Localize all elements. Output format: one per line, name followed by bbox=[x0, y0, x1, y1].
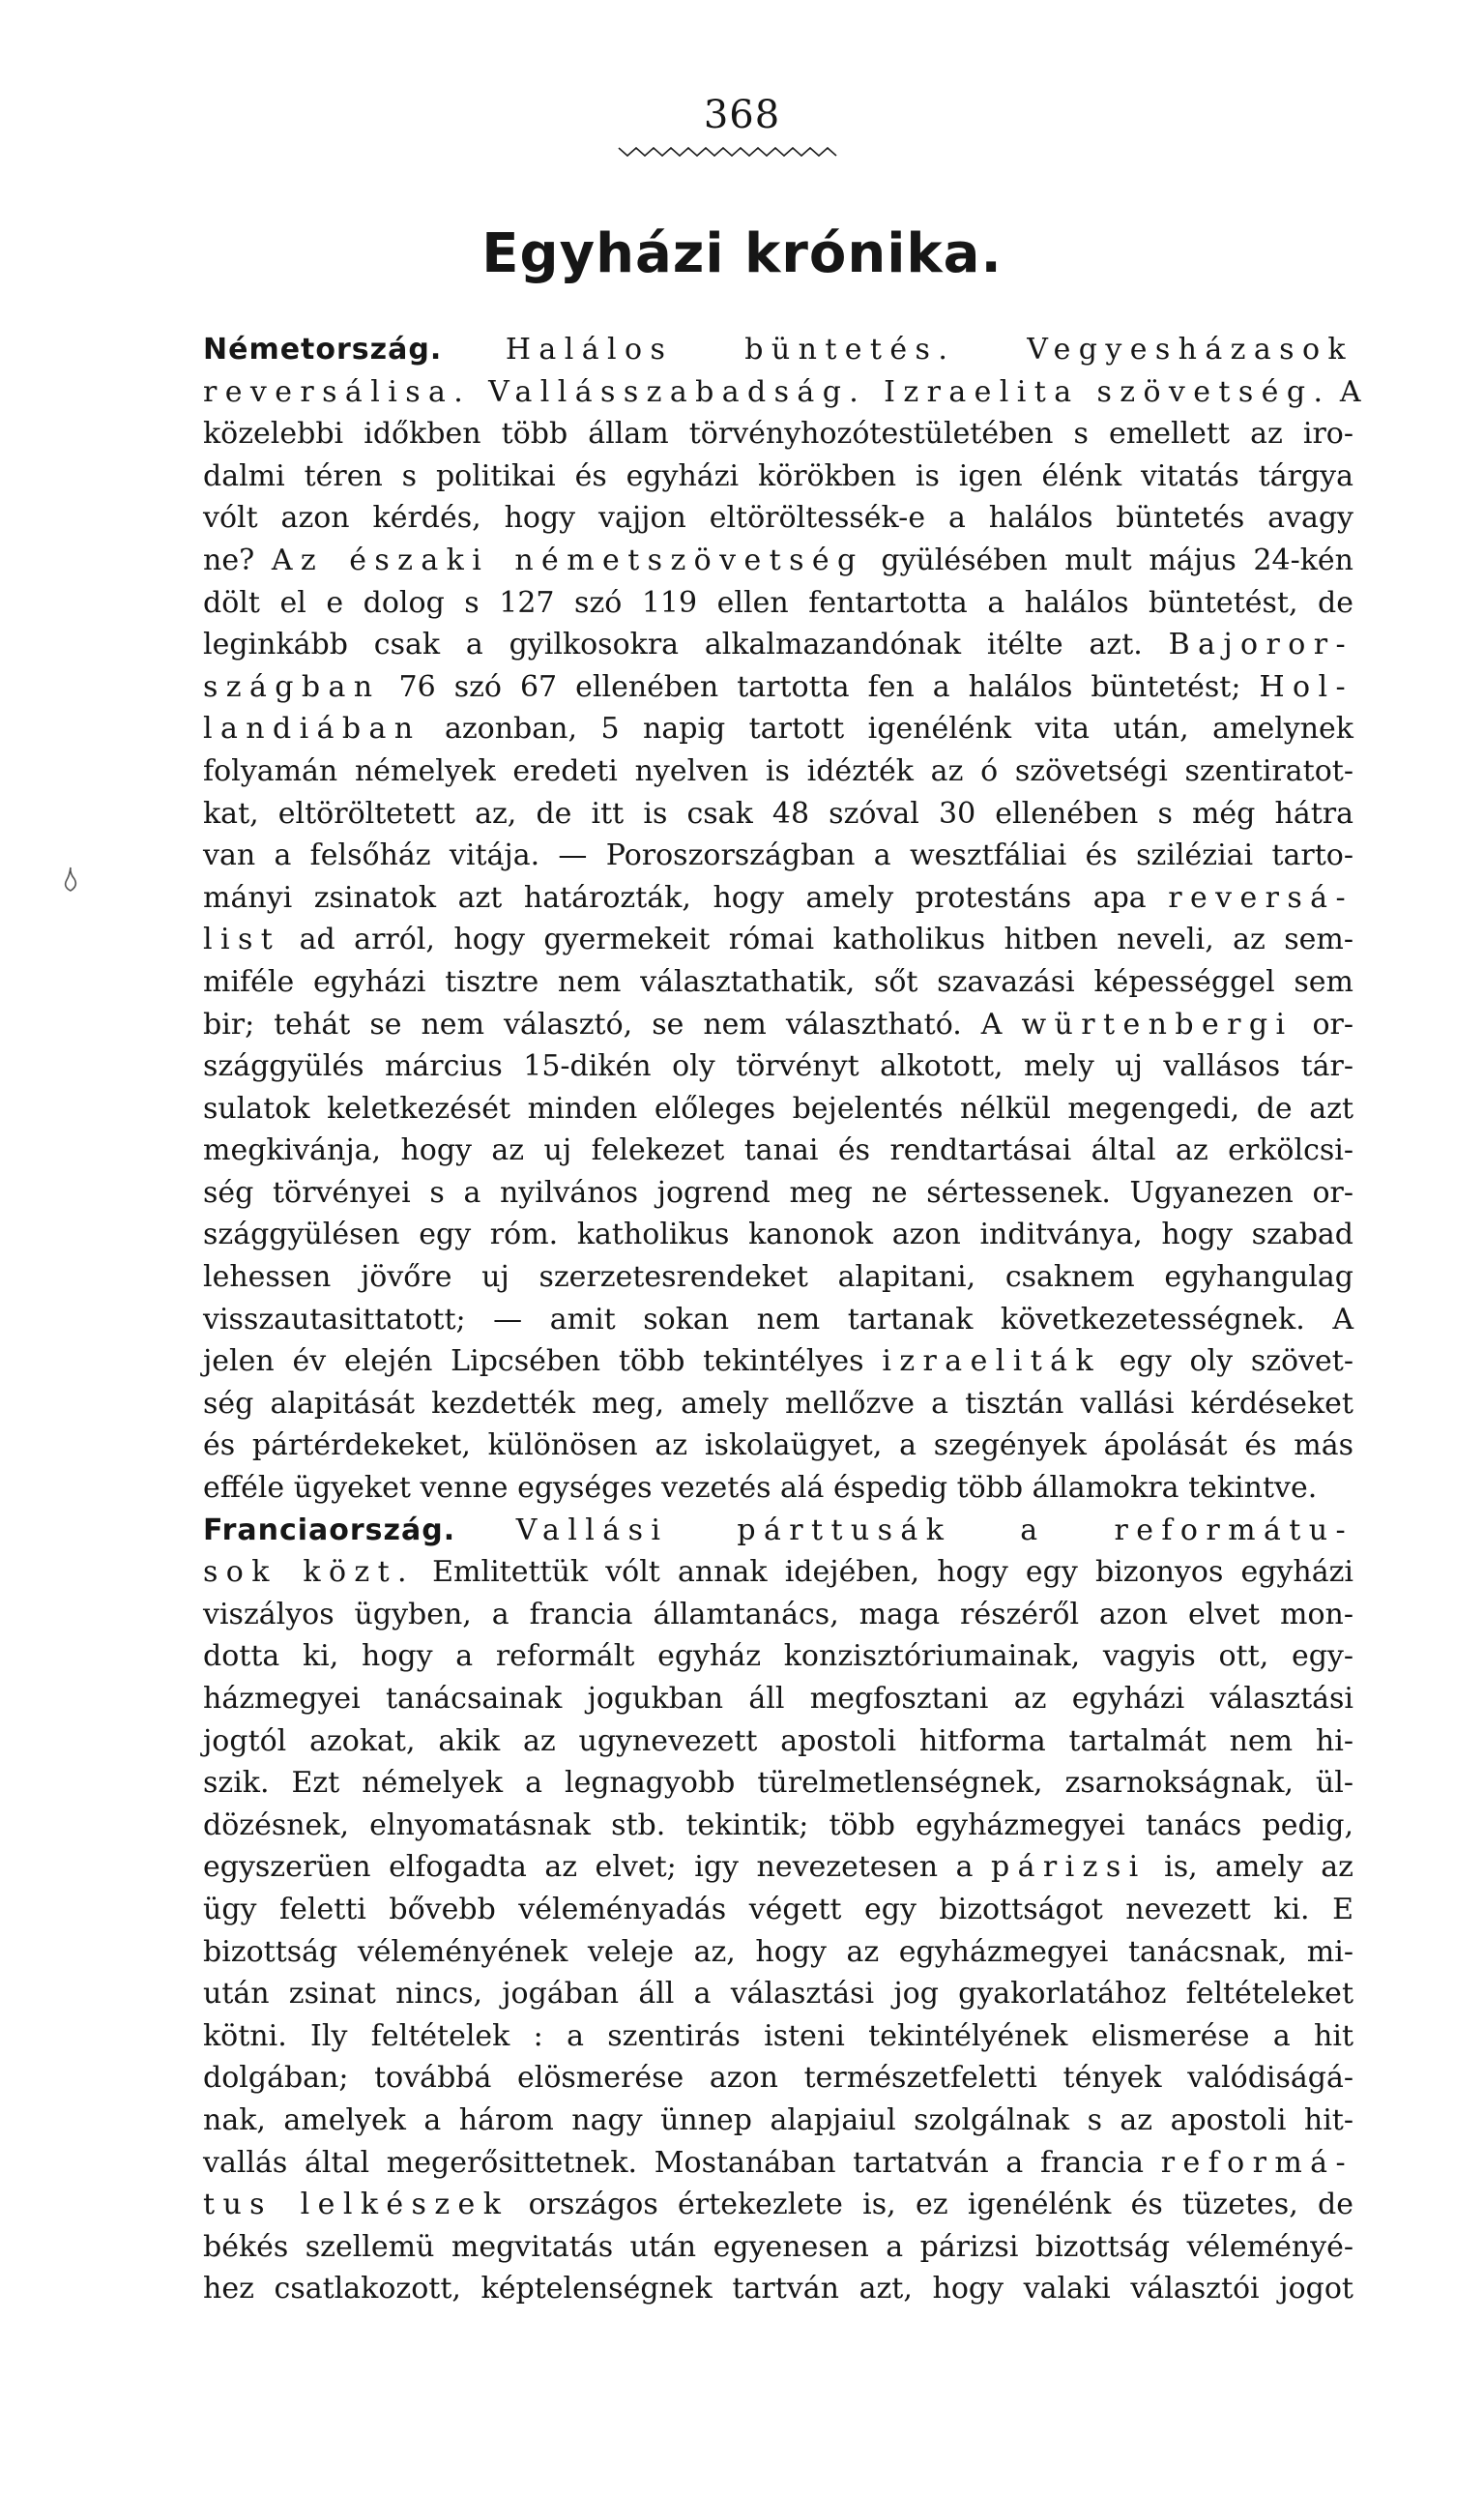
text-line bbox=[203, 1594, 1353, 1636]
text-run: lehessen jövőre uj szerzetesrendeket alapitani, csaknem egyhangulag bbox=[203, 1260, 1353, 1295]
text-line bbox=[203, 1004, 1353, 1046]
text-line bbox=[203, 666, 1353, 709]
spaced-emphasis: reformá- bbox=[1160, 2145, 1353, 2180]
text-run: sulatok keletkezését minden előleges bejelentés nélkül megengedi, de azt bbox=[203, 1091, 1353, 1126]
text-run: van a felsőház vitája. — Poroszországban a wesztfáliai és sziléziai tarto- bbox=[203, 838, 1353, 873]
spaced-emphasis: landiában bbox=[203, 712, 422, 747]
text-line bbox=[203, 624, 1353, 666]
text-run: egy oly szövet- bbox=[1101, 1344, 1353, 1379]
text-run: után zsinat nincs, jogában áll a választási jog gyakorlatához feltételeket bbox=[203, 1977, 1353, 2012]
text-run: dolgában; továbbá elösmerése azon természetfeletti tények valódiságá- bbox=[203, 2061, 1353, 2096]
text-run: kötni. Ily feltételek : a szentirás isteni tekintélyének elismerése a hit bbox=[203, 2018, 1353, 2053]
text-line bbox=[203, 497, 1353, 540]
text-run: és pártérdekeket, különösen az iskolaügyet, a szegények ápolását és más bbox=[203, 1428, 1353, 1463]
spaced-emphasis: szágban bbox=[203, 669, 381, 704]
spaced-emphasis: párizsi bbox=[991, 1850, 1147, 1885]
spaced-emphasis: Vallási párttusák a reformátu- bbox=[515, 1513, 1353, 1547]
text-run: ne? bbox=[203, 543, 272, 577]
text-run: bir; tehát se nem választó, se nem választható. A bbox=[203, 1007, 1022, 1042]
text-run: efféle ügyeket venne egységes vezetés alá éspedig több államokra tekintve. bbox=[203, 1471, 1318, 1506]
text-run: ügy feletti bővebb véleményadás végett egy bizottságot nevezett ki. E bbox=[203, 1892, 1353, 1926]
text-line bbox=[203, 1973, 1353, 2015]
text-run: hez csatlakozott, képtelenségnek tartván azt, hogy valaki választói jogot bbox=[203, 2272, 1353, 2306]
text-line bbox=[203, 540, 1353, 582]
text-run: azonban, 5 napig tartott igenélénk vita után, amelynek bbox=[421, 712, 1353, 747]
body-text bbox=[203, 329, 1361, 2310]
text-line bbox=[203, 1762, 1353, 1805]
text-line bbox=[203, 1931, 1353, 1974]
text-run: or- bbox=[1293, 1007, 1353, 1042]
text-line bbox=[203, 961, 1353, 1004]
text-line bbox=[203, 1635, 1353, 1678]
text-line bbox=[203, 750, 1353, 793]
text-run: dölt el e dolog s 127 szó 119 ellen fentartotta a halálos büntetést, de bbox=[203, 585, 1353, 620]
text-run: szággyülésen egy róm. katholikus kanonok azon inditványa, hogy szabad bbox=[203, 1218, 1353, 1252]
text-run: jelen év elején Lipcsében több tekintélyes bbox=[203, 1344, 883, 1379]
text-line bbox=[203, 1678, 1353, 1720]
text-line bbox=[203, 1846, 1353, 1889]
text-line bbox=[203, 1130, 1353, 1172]
spaced-emphasis: Az északi németszövetség bbox=[271, 543, 864, 577]
text-line bbox=[203, 2100, 1353, 2142]
text-line bbox=[203, 371, 1361, 414]
margin-circle-mark bbox=[60, 866, 81, 895]
text-run: mányi zsinatok azt határozták, hogy amely protestáns apa bbox=[203, 880, 1169, 915]
text-line bbox=[203, 1256, 1353, 1299]
text-run: ad arról, hogy gyermekeit római katholikus hitben neveli, az sem- bbox=[280, 923, 1353, 957]
text-line bbox=[203, 1383, 1353, 1425]
text-run: jogtól azokat, akik az ugynevezett apostoli hitforma tartalmát nem hi- bbox=[203, 1723, 1353, 1758]
page-number: 368 bbox=[703, 93, 781, 137]
country-heading: Németország. bbox=[203, 333, 443, 367]
text-run: viszályos ügyben, a francia államtanács, maga részéről azon elvet mon- bbox=[203, 1597, 1353, 1631]
spaced-emphasis: würtenbergi bbox=[1021, 1007, 1294, 1042]
text-run: dözésnek, elnyomatásnak stb. tekintik; több egyházmegyei tanács pedig, bbox=[203, 1807, 1353, 1842]
text-run: országos értekezlete is, ez igenélénk és tüzetes, de bbox=[509, 2188, 1353, 2222]
text-line bbox=[203, 455, 1353, 498]
text-run: is, amely az bbox=[1146, 1850, 1353, 1885]
text-line bbox=[203, 2268, 1353, 2310]
spaced-emphasis: Bajoror- bbox=[1168, 628, 1353, 662]
text-run: 76 szó 67 ellenében tartotta fen a halálos büntetést; bbox=[380, 669, 1260, 704]
spaced-emphasis: tus lelkészek bbox=[203, 2188, 509, 2222]
spaced-emphasis: Hol- bbox=[1259, 669, 1353, 704]
text-line bbox=[203, 1045, 1353, 1088]
text-run bbox=[455, 1513, 516, 1547]
text-run: szággyülés március 15-dikén oly törvényt alkotott, mely uj vallásos tár- bbox=[203, 1049, 1353, 1084]
text-line bbox=[203, 2184, 1353, 2226]
text-run: folyamán némelyek eredeti nyelven is idézték az ó szövetségi szentiratot- bbox=[203, 753, 1353, 788]
text-run: bizottság véleményének veleje az, hogy az egyházmegyei tanácsnak, mi- bbox=[203, 1934, 1353, 1969]
country-heading: Franciaország. bbox=[203, 1513, 456, 1547]
text-run: ség alapitását kezdették meg, amely mellőzve a tisztán vallási kérdéseket bbox=[203, 1386, 1353, 1421]
spaced-emphasis: Halálos büntetés. Vegyesházasok bbox=[505, 333, 1353, 367]
text-run: kat, eltöröltetett az, de itt is csak 48 szóval 30 ellenében s még hátra bbox=[203, 796, 1353, 831]
text-line bbox=[203, 2142, 1353, 2185]
text-line bbox=[203, 1805, 1353, 1847]
text-run: vólt azon kérdés, hogy vajjon eltöröltessék-e a halálos büntetés avagy bbox=[203, 501, 1353, 536]
text-line bbox=[203, 793, 1353, 836]
text-line bbox=[203, 1340, 1353, 1383]
text-line bbox=[203, 2226, 1353, 2269]
text-line bbox=[203, 1088, 1353, 1131]
text-line bbox=[203, 919, 1353, 961]
text-line bbox=[203, 1551, 1353, 1594]
section-title: Egyházi krónika. bbox=[481, 222, 1003, 285]
text-line bbox=[203, 1214, 1353, 1256]
text-run: visszautasittatott; — amit sokan nem tartanak következetességnek. A bbox=[203, 1302, 1353, 1337]
text-line bbox=[203, 1510, 1353, 1552]
text-run: szik. Ezt némelyek a legnagyobb türelmetlenségnek, zsarnokságnak, ül- bbox=[203, 1766, 1353, 1801]
text-line bbox=[203, 413, 1353, 455]
text-line bbox=[203, 1720, 1353, 1763]
text-run: gyülésében mult május 24-kén bbox=[863, 543, 1353, 577]
spaced-emphasis: list bbox=[203, 923, 281, 957]
text-run: egyszerüen elfogadta az elvet; igy nevezetesen a bbox=[203, 1850, 992, 1885]
text-line bbox=[203, 708, 1353, 750]
spaced-emphasis: reversálisa. Vallásszabadság. Izraelita szövetség. bbox=[203, 374, 1331, 409]
text-run: dotta ki, hogy a reformált egyház konzisztóriumainak, vagyis ott, egy- bbox=[203, 1639, 1353, 1674]
text-run: házmegyei tanácsainak jogukban áll megfosztani az egyházi választási bbox=[203, 1682, 1353, 1716]
text-run: leginkább csak a gyilkosokra alkalmazandónak itélte azt. bbox=[203, 628, 1169, 662]
text-line bbox=[203, 2015, 1353, 2058]
text-line bbox=[203, 1467, 1353, 1510]
text-line bbox=[203, 835, 1353, 877]
text-line bbox=[203, 582, 1353, 625]
text-run: közelebbi időkben több állam törvényhozótestületében s emellett az iro- bbox=[203, 417, 1353, 452]
text-line bbox=[203, 1889, 1353, 1931]
text-run: megkivánja, hogy az uj felekezet tanai és rendtartásai által az erkölcsi- bbox=[203, 1133, 1353, 1168]
text-run: miféle egyházi tisztre nem választathatik, sőt szavazási képességgel sem bbox=[203, 964, 1353, 999]
text-run: nak, amelyek a három nagy ünnep alapjaiul szolgálnak s az apostoli hit- bbox=[203, 2102, 1353, 2137]
spaced-emphasis: sok közt. bbox=[203, 1555, 415, 1590]
text-line bbox=[203, 1299, 1353, 1341]
text-line bbox=[203, 329, 1353, 371]
text-run: ség törvényei s a nyilvános jogrend meg ne sértessenek. Ugyanezen or- bbox=[203, 1175, 1353, 1210]
text-line bbox=[203, 877, 1353, 920]
spaced-emphasis: reversá- bbox=[1168, 880, 1353, 915]
text-line bbox=[203, 1172, 1353, 1215]
text-line bbox=[203, 2057, 1353, 2100]
text-run: vallás által megerősittetnek. Mostanában tartatván a francia bbox=[203, 2145, 1161, 2180]
spaced-emphasis: izraeliták bbox=[882, 1344, 1102, 1379]
text-run bbox=[442, 333, 506, 367]
text-run: A bbox=[1330, 374, 1361, 409]
text-line bbox=[203, 1425, 1353, 1467]
text-run: békés szellemü megvitatás után egyenesen a párizsi bizottság véleményé- bbox=[203, 2229, 1353, 2264]
text-run: Emlitettük vólt annak idejében, hogy egy bizonyos egyházi bbox=[415, 1555, 1353, 1590]
text-run: dalmi téren s politikai és egyházi körökben is igen élénk vitatás tárgya bbox=[203, 458, 1353, 493]
wavy-rule-ornament bbox=[619, 145, 841, 159]
